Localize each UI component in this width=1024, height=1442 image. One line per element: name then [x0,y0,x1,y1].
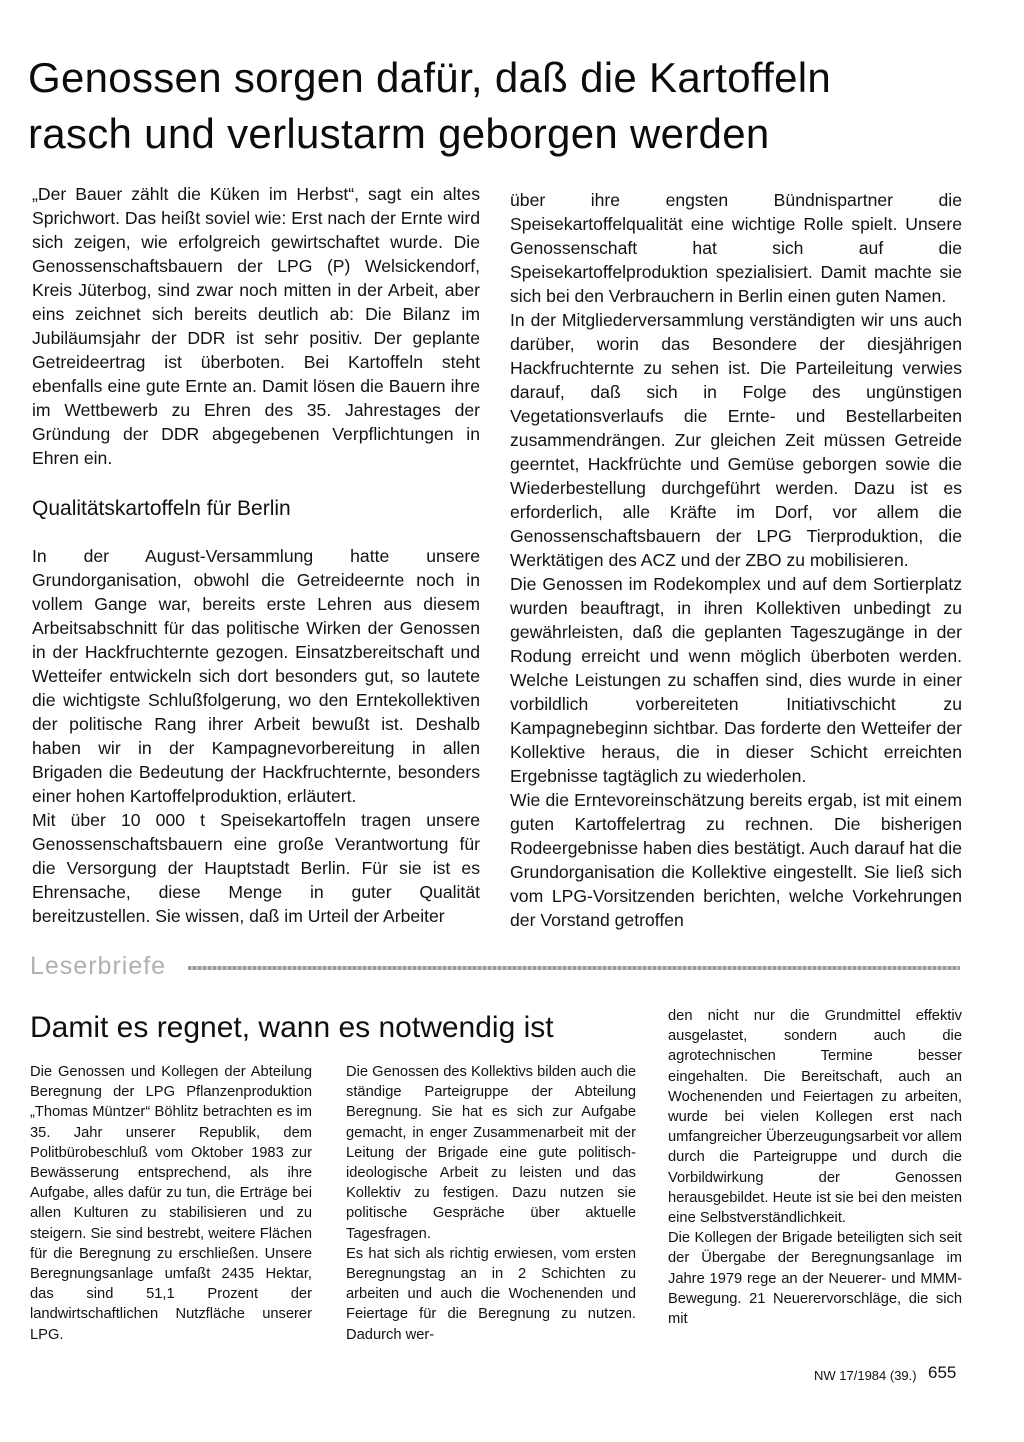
paragraph: Es hat sich als richtig erwiesen, vom ersten Beregnungstag an in 2 Schichten zu arbeiten und auch die Wochenenden und Feiertage für die Beregnung zu nutzen. Dadurch wer- [346,1245,636,1343]
section-rubric: Leserbriefe [30,952,167,980]
letter-column-1 [30,1062,312,1345]
letter-column-3 [668,1006,962,1329]
paragraph: Mit über 10 000 t Speisekartoffeln tragen unsere Genossenschaftsbauern eine große Verantwortung für die Versorgung der Hauptstadt Berlin. Für sie ist es Ehrensache, diese Menge in guter Qualität bereitzustellen. Sie wissen, daß im Urteil der Arbeiter [32,810,480,926]
paragraph: Wie die Erntevoreinschätzung bereits ergab, ist mit einem guten Kartoffelertrag zu rechnen. Die bisherigen Rodeergebnisse haben dies bestätigt. Auch darauf hat die Grundorganisation die Kollektive eingestellt. Sie ließ sich vom LPG-Vorsitzenden berichten, welche Vorkehrungen der Vorstand getroffen [510,790,962,930]
paragraph: Die Genossen des Kollektivs bilden auch die ständige Parteigruppe der Abteilung Beregnung. Sie hat es sich zur Aufgabe gemacht, in enger Zusammenarbeit mit der Leitung der Brigade eine gute politisch-ideologische Arbeit zu leisten und das Kollektiv zu festigen. Dazu nutzen sie politische Gespräche über aktuelle Tagesfragen. [346,1064,636,1242]
article-subheading: Qualitätskartoffeln für Berlin [32,497,291,520]
issue-reference: NW 17/1984 (39.) [814,1368,917,1383]
paragraph: Die Genossen im Rodekomplex und auf dem Sortierplatz wurden beauftragt, in ihren Kollektiven unbedingt zu gewährleisten, daß die geplanten Tageszugänge in der Rodung erreicht und wenn möglich überboten werden. Welche Leistungen zu schaffen sind, dies wurde in einer vorbildlich vorbereiteten Initiativschicht zu Kampagnebeginn sichtbar. Das forderte den Wetteifer der Kollektive heraus, die in dieser Schicht erreichten Ergebnisse tagtäglich zu wiederholen. [510,574,962,786]
dotted-rule [188,966,960,970]
section-divider [30,950,960,982]
paragraph: „Der Bauer zählt die Küken im Herbst“, sagt ein altes Sprichwort. Das heißt soviel wie: Erst nach der Ernte wird sich zeigen, wie erfolgreich gewirtschaftet wurde. Die Genossenschaftsbauern der LPG (P) Welsickendorf, Kreis Jüterbog, sind zwar noch mitten in der Arbeit, aber eins zeichnet sich bereits deutlich ab: Die Bilanz im Jubiläumsjahr der DDR ist sehr positiv. Der geplante Getreideertrag ist überboten. Bei Kartoffeln steht ebenfalls eine gute Ernte an. Damit lösen die Bauern ihre im Wettbewerb zu Ehren des 35. Jahrestages der Gründung der DDR abgegebenen Verpflichtungen in Ehren ein. [32,184,480,468]
paragraph: den nicht nur die Grundmittel effektiv ausgelastet, sondern auch die agrotechnischen Termine besser eingehalten. Die Bereitschaft, auch an Wochenenden und Feiertagen zu arbeiten, wurde bei vielen Kollegen erst nach umfangreicher Überzeugungsarbeit vor allem durch die Parteigruppe und durch die Vorbildwirkung der Genossen herausgebildet. Heute ist sie bei den meisten eine Selbstverständlichkeit. [668,1008,962,1227]
article-column-2 [510,188,962,932]
paragraph: über ihre engsten Bündnispartner die Speisekartoffelqualität eine wichtige Rolle spielt. Unsere Genossenschaft hat sich auf die Speisekartoffelproduktion spezialisiert. Damit machte sie sich bei den Verbrauchern in Berlin einen guten Namen. [510,190,962,306]
paragraph: Die Kollegen der Brigade beteiligten sich seit der Übergabe der Beregnungsanlage im Jahre 1979 rege an der Neuerer- und MMM-Bewegung. 21 Neuerervorschläge, die sich mit [668,1230,962,1328]
paragraph: Die Genossen und Kollegen der Abteilung Beregnung der LPG Pflanzenproduktion „Thomas Müntzer“ Böhlitz betrachten es im 35. Jahr unserer Republik, dem Politbürobeschluß vom Oktober 1983 zur Bewässerung entsprechend, als ihre Aufgabe, alles dafür zu tun, die Erträge bei allen Kulturen zu stabilisieren und zu steigern. Sie sind bestrebt, weitere Flächen für die Beregnung zu erschließen. Unsere Beregnungsanlage umfaßt 2435 Hektar, das sind 51,1 Prozent der landwirtschaftlichen Nutzfläche unserer LPG. [30,1064,312,1343]
paragraph: In der August-Versammlung hatte unsere Grundorganisation, obwohl die Getreideernte noch in vollem Gange war, bereits erste Lehren aus diesem Arbeitsabschnitt für das politische Wirken der Genossen in der Hackfruchternte gezogen. Einsatzbereitschaft und Wetteifer entwickeln sich dort besonders gut, so lautete die wichtigste Schlußfolgerung, wo den Erntekollektiven der politische Rang ihrer Arbeit bewußt ist. Deshalb haben wir in der Kampagnevorbereitung in allen Brigaden die Bedeutung der Hackfruchternte, besonders einer hohen Kartoffelproduktion, erläutert. [32,546,480,806]
article-column-1 [32,182,480,928]
letter-headline: Damit es regnet, wann es notwendig ist [30,1011,554,1044]
page-number: 655 [928,1363,957,1382]
headline-line-2: rasch und verlustarm geborgen werden [28,110,770,157]
article-headline [28,50,988,162]
letter-column-2 [346,1062,636,1345]
paragraph: In der Mitgliederversammlung verständigten wir uns auch darüber, worin das Besondere der diesjährigen Hackfruchternte zu sehen ist. Die Parteileitung verwies darauf, daß sich in Folge des ungünstigen Vegetationsverlaufs die Ernte- und Bestellarbeiten zusammendrängen. Zur gleichen Zeit müssen Getreide geerntet, Hackfrüchte und Gemüse geborgen sowie die Wiederbestellung durchgeführt werden. Dazu ist es erforderlich, alle Kräfte im Dorf, vor allem die Genossenschaftsbauern der LPG Tierproduktion, die Werktätigen des ACZ und der ZBO zu mobilisieren. [510,310,962,570]
headline-line-1: Genossen sorgen dafür, daß die Kartoffeln [28,54,832,101]
